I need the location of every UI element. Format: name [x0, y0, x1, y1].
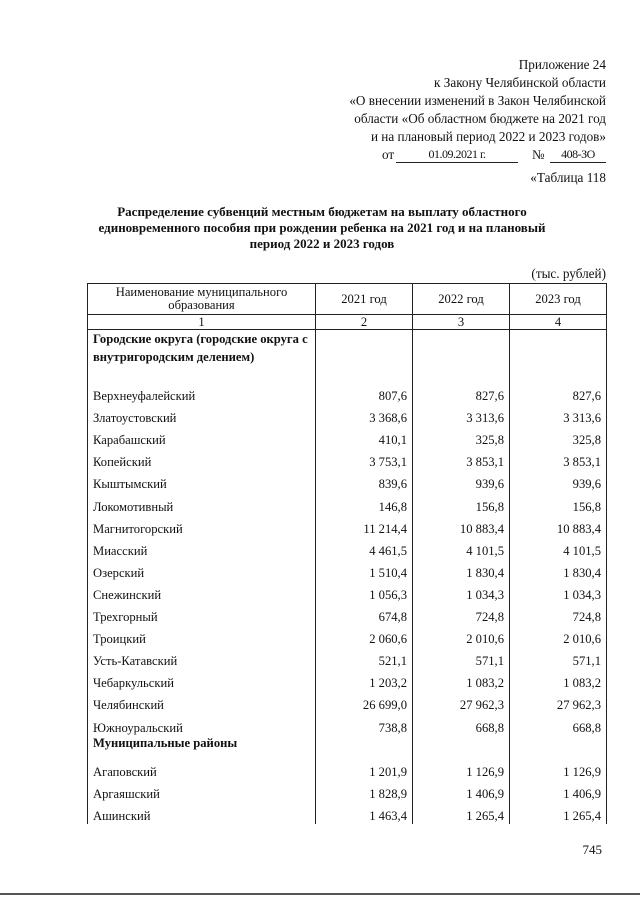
municipality-name: Карабашский: [88, 426, 316, 448]
value-2022: 1 265,4: [413, 802, 510, 824]
value-2022: 668,8: [413, 713, 510, 735]
municipality-name: Верхнеуфалейский: [88, 382, 316, 404]
number-label: №: [532, 147, 545, 162]
value-2021: 1 828,9: [316, 780, 413, 802]
value-2022: 1 126,9: [413, 758, 510, 780]
appendix-line: Приложение 24: [518, 57, 606, 72]
column-header-2022: 2022 год: [413, 284, 510, 315]
table-row: [88, 713, 607, 735]
table-row: [88, 515, 607, 537]
municipality-name: Ашинский: [88, 802, 316, 824]
value-2022: 3 853,1: [413, 448, 510, 470]
document-title: Распределение субвенций местным бюджетам на выплату областного единовременного пособия при рождении ребенка на 2021 год и на плановый период 2022 и 2023 годов: [98, 204, 546, 251]
value-2022: 10 883,4: [413, 515, 510, 537]
column-number: 4: [510, 315, 607, 330]
subsidy-table: [87, 283, 607, 824]
value-2023: 1 034,3: [510, 581, 607, 603]
value-2021: 1 056,3: [316, 581, 413, 603]
table-row: [88, 537, 607, 559]
column-header-2023: 2023 год: [510, 284, 607, 315]
value-2021: 3 753,1: [316, 448, 413, 470]
from-label: от: [382, 147, 395, 162]
value-2023: 1 830,4: [510, 559, 607, 581]
section-heading: Городские округа (городские округа с внутригородским делением): [88, 330, 316, 383]
table-row: [88, 404, 607, 426]
value-2023: 1 083,2: [510, 669, 607, 691]
municipality-name: Южноуральский: [88, 713, 316, 735]
municipality-name: Снежинский: [88, 581, 316, 603]
value-2021: 1 203,2: [316, 669, 413, 691]
value-2022: 724,8: [413, 603, 510, 625]
appendix-line: к Закону Челябинской области: [434, 75, 606, 90]
value-2023: 939,6: [510, 470, 607, 492]
table-row: [88, 647, 607, 669]
table-header-row: [88, 284, 607, 315]
value-2022: 3 313,6: [413, 404, 510, 426]
section-row-urban: [88, 330, 607, 383]
section-heading: Муниципальные районы: [88, 736, 316, 758]
column-header-2021: 2021 год: [316, 284, 413, 315]
value-2023: 3 853,1: [510, 448, 607, 470]
value-2023: 156,8: [510, 492, 607, 514]
table-row: [88, 382, 607, 404]
municipality-name: Аргаяшский: [88, 780, 316, 802]
table-row: [88, 758, 607, 780]
municipality-name: Озерский: [88, 559, 316, 581]
value-2021: 4 461,5: [316, 537, 413, 559]
column-number: 1: [88, 315, 316, 330]
appendix-line: «О внесении изменений в Закон Челябинской: [349, 93, 606, 108]
value-2022: 27 962,3: [413, 691, 510, 713]
value-2023: 4 101,5: [510, 537, 607, 559]
municipality-name: Усть-Катавский: [88, 647, 316, 669]
value-2022: 1 830,4: [413, 559, 510, 581]
value-2021: 410,1: [316, 426, 413, 448]
scan-bottom-edge: [0, 893, 640, 895]
table-row: [88, 780, 607, 802]
table-row: [88, 802, 607, 824]
value-2021: 521,1: [316, 647, 413, 669]
municipality-name: Агаповский: [88, 758, 316, 780]
law-date: 01.09.2021 г.: [396, 146, 518, 163]
value-2021: 3 368,6: [316, 404, 413, 426]
value-2022: 325,8: [413, 426, 510, 448]
value-2023: 27 962,3: [510, 691, 607, 713]
value-2021: 2 060,6: [316, 625, 413, 647]
value-2022: 2 010,6: [413, 625, 510, 647]
value-2022: 1 406,9: [413, 780, 510, 802]
value-2022: 939,6: [413, 470, 510, 492]
municipality-name: Троицкий: [88, 625, 316, 647]
value-2023: 3 313,6: [510, 404, 607, 426]
value-2022: 1 034,3: [413, 581, 510, 603]
table-row: [88, 559, 607, 581]
municipality-name: Чебаркульский: [88, 669, 316, 691]
column-number-row: [88, 315, 607, 330]
appendix-header: [306, 56, 606, 164]
value-2023: 724,8: [510, 603, 607, 625]
law-number: 408-ЗО: [550, 146, 606, 163]
section-row-districts: [88, 736, 607, 758]
units-label: (тыс. рублей): [531, 266, 606, 281]
table-row: [88, 625, 607, 647]
table-row: [88, 426, 607, 448]
law-date-number-line: [306, 146, 606, 164]
column-header-name: Наименование муниципального образования: [88, 284, 316, 315]
value-2023: 1 406,9: [510, 780, 607, 802]
value-2021: 839,6: [316, 470, 413, 492]
table-reference: «Таблица 118: [530, 170, 606, 185]
municipality-name: Миасский: [88, 537, 316, 559]
value-2021: 11 214,4: [316, 515, 413, 537]
value-2023: 571,1: [510, 647, 607, 669]
value-2022: 571,1: [413, 647, 510, 669]
table-row: [88, 492, 607, 514]
value-2021: 1 463,4: [316, 802, 413, 824]
municipality-name: Трехгорный: [88, 603, 316, 625]
value-2021: 738,8: [316, 713, 413, 735]
value-2022: 1 083,2: [413, 669, 510, 691]
table-row: [88, 603, 607, 625]
municipality-name: Кыштымский: [88, 470, 316, 492]
value-2021: 26 699,0: [316, 691, 413, 713]
municipality-name: Златоустовский: [88, 404, 316, 426]
municipality-name: Локомотивный: [88, 492, 316, 514]
municipality-name: Магнитогорский: [88, 515, 316, 537]
value-2023: 827,6: [510, 382, 607, 404]
table-row: [88, 448, 607, 470]
value-2023: 1 265,4: [510, 802, 607, 824]
value-2021: 1 510,4: [316, 559, 413, 581]
table-row: [88, 691, 607, 713]
municipality-name: Челябинский: [88, 691, 316, 713]
value-2022: 4 101,5: [413, 537, 510, 559]
table-row: [88, 581, 607, 603]
table-row: [88, 470, 607, 492]
value-2023: 668,8: [510, 713, 607, 735]
value-2021: 1 201,9: [316, 758, 413, 780]
value-2021: 674,8: [316, 603, 413, 625]
value-2023: 10 883,4: [510, 515, 607, 537]
column-number: 2: [316, 315, 413, 330]
appendix-line: и на плановый период 2022 и 2023 годов»: [370, 129, 606, 144]
column-number: 3: [413, 315, 510, 330]
table-row: [88, 669, 607, 691]
municipality-name: Копейский: [88, 448, 316, 470]
value-2023: 2 010,6: [510, 625, 607, 647]
value-2023: 325,8: [510, 426, 607, 448]
page-number: 745: [582, 842, 602, 857]
appendix-line: области «Об областном бюджете на 2021 год: [354, 111, 606, 126]
value-2021: 807,6: [316, 382, 413, 404]
value-2022: 827,6: [413, 382, 510, 404]
value-2021: 146,8: [316, 492, 413, 514]
value-2023: 1 126,9: [510, 758, 607, 780]
value-2022: 156,8: [413, 492, 510, 514]
